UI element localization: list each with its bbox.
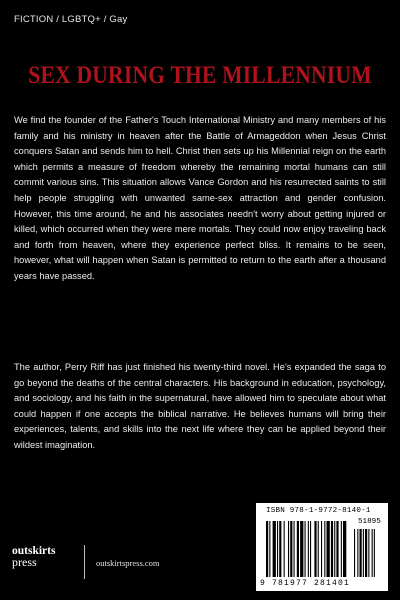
genre-label: FICTION / LGBTQ+ / Gay [14, 14, 128, 25]
isbn-label: ISBN 978-1-9772-8140-1 [266, 507, 371, 515]
footer-divider [84, 545, 85, 579]
blurb-paragraph-1: We find the founder of the Father's Touch International Ministry and many members of his family and his ministry in heaven after the Battle of Armageddon when Jesus Christ conquers Satan and sends him to hell. Christ then sets up his Millennial reign on the earth which permits a measure of freedom whereby the remaining mortal humans can still commit various sins. This situation allows Vance Gordon and his resurrected saints to still help people struggling with unwanted same-sex attraction and gender confusion. However, this time around, he and his associates needn't worry about getting injured or killed, which occurred when they were mere mortals. They could now enjoy traveling back and forth from heaven, where they experience perfect bliss. It remains to be seen, however, what will happen when Satan is permitted to return to the earth after a thousand years have passed. [14, 115, 386, 281]
book-title: SEX DURING THE MILLENNIUM [28, 62, 372, 89]
publisher-logo-line-1: outskirts [12, 545, 56, 557]
publisher-logo [12, 546, 82, 582]
publisher-website: outskirtspress.com [96, 558, 160, 568]
price-code: 51895 [358, 518, 381, 526]
author-bio-paragraph: The author, Perry Riff has just finished his twenty-third novel. He's expanded the saga to go beyond the deaths of the central characters. His background in education, psychology, and sociology, and his faith in the supernatural, have allowed him to speculate about what could happen if one accepts the biblical narrative. He believes humans will bring their experiences, talents, and skills into the next life where they can be applied beyond their wildest imagination. [14, 362, 386, 450]
publisher-logo-line-2: press [12, 555, 37, 569]
ean-digits: 9 781977 281401 [260, 579, 351, 588]
barcode-icon [264, 517, 380, 579]
isbn-barcode-block [256, 503, 388, 591]
